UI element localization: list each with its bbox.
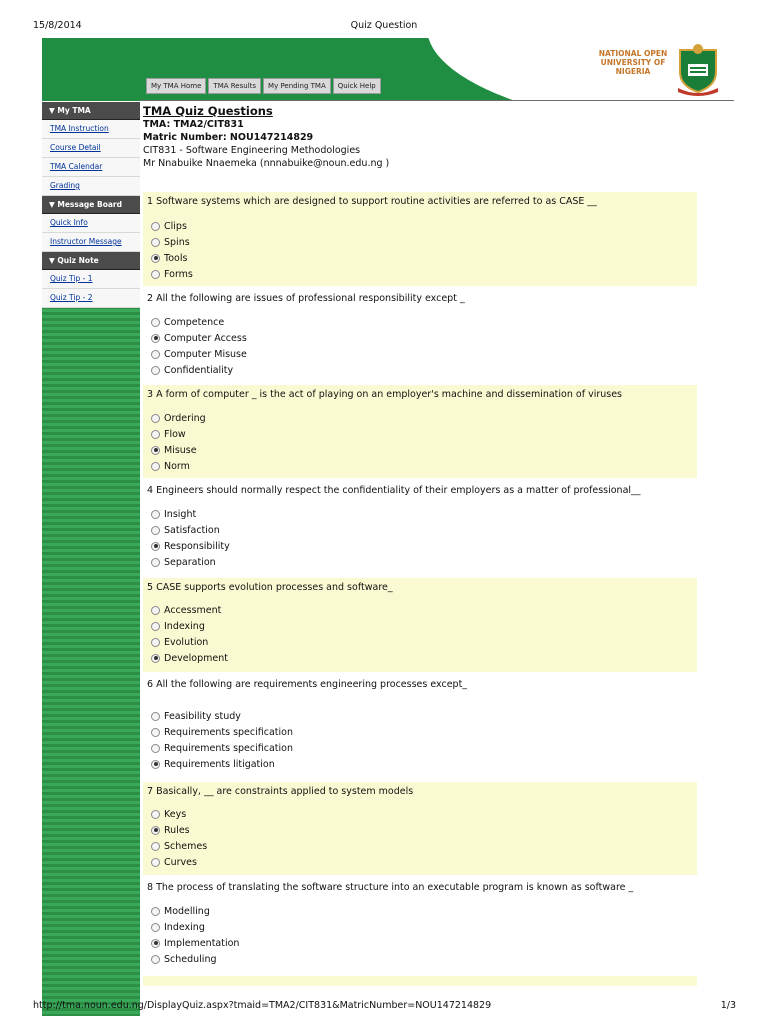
answer-option[interactable] [151, 756, 275, 772]
answer-option[interactable] [151, 634, 208, 650]
radio-unchecked-icon[interactable] [151, 366, 160, 375]
main-content [140, 104, 734, 170]
answer-option[interactable] [151, 708, 241, 724]
answer-option-label: Ordering [164, 412, 206, 424]
answer-option-label: Requirements specification [164, 726, 293, 738]
answer-option-label: Norm [164, 460, 190, 472]
radio-checked-icon[interactable] [151, 760, 160, 769]
answer-option-label: Indexing [164, 620, 205, 632]
radio-checked-icon[interactable] [151, 446, 160, 455]
radio-unchecked-icon[interactable] [151, 907, 160, 916]
answer-option-label: Misuse [164, 444, 197, 456]
answer-option-label: Forms [164, 268, 193, 280]
answer-option[interactable] [151, 602, 221, 618]
radio-checked-icon[interactable] [151, 334, 160, 343]
answer-option-label: Requirements specification [164, 742, 293, 754]
answer-option[interactable] [151, 618, 205, 634]
question-text: 5 CASE supports evolution processes and software_ [147, 582, 393, 593]
question-text: 4 Engineers should normally respect the confidentiality of their employers as a matter of professional__ [147, 485, 641, 496]
print-url: http://tma.noun.edu.ng/DisplayQuiz.aspx?tmaid=TMA2/CIT831&MatricNumber=NOU147214829 [33, 1000, 492, 1011]
sidebar-link-quick-info[interactable]: Quick Info [42, 214, 140, 233]
radio-unchecked-icon[interactable] [151, 238, 160, 247]
question-text: 8 The process of translating the software structure into an executable program is known as software _ [147, 882, 634, 893]
answer-option-label: Development [164, 652, 228, 664]
radio-unchecked-icon[interactable] [151, 955, 160, 964]
sidebar-section-my-tma[interactable]: ▼ My TMA [42, 102, 140, 120]
radio-checked-icon[interactable] [151, 542, 160, 551]
instructor-name: Mr Nnabuike Nnaemeka (nnnabuike@noun.edu.ng ) [143, 158, 390, 169]
quiz-info [140, 104, 734, 170]
top-nav [146, 78, 381, 94]
question-block [143, 578, 697, 672]
radio-unchecked-icon[interactable] [151, 842, 160, 851]
sidebar-link-tma-calendar[interactable]: TMA Calendar [42, 158, 140, 177]
nav-quick-help[interactable]: Quick Help [333, 78, 381, 94]
radio-unchecked-icon[interactable] [151, 222, 160, 231]
sidebar-section-quiz-note[interactable]: ▼ Quiz Note [42, 252, 140, 270]
nav-tma-results[interactable]: TMA Results [208, 78, 261, 94]
question-text: 2 All the following are issues of professional responsibility except _ [147, 293, 465, 304]
answer-option[interactable] [151, 410, 206, 426]
print-page-number: 1/3 [720, 1000, 736, 1011]
answer-option-label: Schemes [164, 840, 208, 852]
matric-number: Matric Number: NOU147214829 [143, 132, 314, 143]
university-name: NATIONAL OPEN UNIVERSITY OF NIGERIA [598, 49, 668, 76]
nav-my-tma-home[interactable]: My TMA Home [146, 78, 206, 94]
sidebar-section-message-board[interactable]: ▼ Message Board [42, 196, 140, 214]
answer-option[interactable] [151, 919, 205, 935]
answer-option[interactable] [151, 522, 220, 538]
answer-option[interactable] [151, 838, 207, 854]
answer-option[interactable] [151, 806, 186, 822]
answer-option[interactable] [151, 250, 187, 266]
page-title: TMA Quiz Questions [143, 104, 273, 118]
answer-option-label: Feasibility study [164, 710, 241, 722]
answer-option[interactable] [151, 935, 239, 951]
radio-unchecked-icon[interactable] [151, 810, 160, 819]
answer-option-label: Spins [164, 236, 190, 248]
answer-option[interactable] [151, 442, 197, 458]
radio-unchecked-icon[interactable] [151, 923, 160, 932]
answer-option[interactable] [151, 951, 217, 967]
radio-checked-icon[interactable] [151, 654, 160, 663]
question-block-partial [143, 976, 697, 986]
question-text: 1 Software systems which are designed to support routine activities are referred to as CASE __ [147, 196, 597, 207]
nav-my-pending-tma[interactable]: My Pending TMA [263, 78, 331, 94]
answer-option-label: Rules [164, 824, 190, 836]
answer-option[interactable] [151, 903, 210, 919]
answer-option[interactable] [151, 330, 247, 346]
answer-option[interactable] [151, 822, 190, 838]
print-header [0, 0, 768, 34]
radio-unchecked-icon[interactable] [151, 744, 160, 753]
question-block [143, 192, 697, 286]
answer-option-label: Evolution [164, 636, 209, 648]
sidebar-link-course-detail[interactable]: Course Detail [42, 139, 140, 158]
radio-unchecked-icon[interactable] [151, 606, 160, 615]
sidebar-link-tma-instruction[interactable]: TMA Instruction [42, 120, 140, 139]
question-block [143, 675, 697, 779]
university-crest-icon [674, 42, 722, 96]
answer-option-label: Computer Misuse [164, 348, 247, 360]
answer-option-label: Implementation [164, 937, 240, 949]
question-block [143, 481, 697, 575]
radio-unchecked-icon[interactable] [151, 638, 160, 647]
radio-checked-icon[interactable] [151, 826, 160, 835]
answer-option-label: Tools [164, 252, 188, 264]
sidebar [42, 102, 140, 1016]
radio-unchecked-icon[interactable] [151, 526, 160, 535]
radio-unchecked-icon[interactable] [151, 270, 160, 279]
tma-code: TMA: TMA2/CIT831 [143, 119, 244, 130]
sidebar-link-grading[interactable]: Grading [42, 177, 140, 196]
answer-option[interactable] [151, 724, 293, 740]
answer-option[interactable] [151, 458, 190, 474]
question-block [143, 878, 697, 973]
answer-option-label: Indexing [164, 921, 205, 933]
answer-option[interactable] [151, 554, 216, 570]
question-text: 7 Basically, __ are constraints applied to system models [147, 786, 414, 797]
answer-option[interactable] [151, 266, 193, 282]
radio-unchecked-icon[interactable] [151, 858, 160, 867]
answer-option-label: Insight [164, 508, 197, 520]
answer-option[interactable] [151, 506, 196, 522]
answer-option[interactable] [151, 234, 190, 250]
radio-unchecked-icon[interactable] [151, 622, 160, 631]
answer-option[interactable] [151, 362, 233, 378]
answer-option-label: Modelling [164, 905, 210, 917]
print-date: 15/8/2014 [33, 20, 82, 31]
radio-unchecked-icon[interactable] [151, 350, 160, 359]
sidebar-link-quiz-tip-1[interactable]: Quiz Tip - 1 [42, 270, 140, 289]
radio-unchecked-icon[interactable] [151, 510, 160, 519]
radio-unchecked-icon[interactable] [151, 558, 160, 567]
answer-option-label: Scheduling [164, 953, 217, 965]
answer-option-label: Flow [164, 428, 186, 440]
answer-option-label: Separation [164, 556, 216, 568]
answer-option-label: Competence [164, 316, 225, 328]
question-block [143, 782, 697, 875]
answer-option-label: Clips [164, 220, 187, 232]
answer-option-label: Accessment [164, 604, 222, 616]
radio-checked-icon[interactable] [151, 254, 160, 263]
answer-option-label: Confidentiality [164, 364, 234, 376]
answer-option[interactable] [151, 218, 187, 234]
radio-unchecked-icon[interactable] [151, 728, 160, 737]
radio-unchecked-icon[interactable] [151, 414, 160, 423]
answer-option[interactable] [151, 854, 197, 870]
answer-option-label: Curves [164, 856, 197, 868]
answer-option-label: Satisfaction [164, 524, 220, 536]
sidebar-link-quiz-tip-2[interactable]: Quiz Tip - 2 [42, 289, 140, 308]
answer-option[interactable] [151, 538, 230, 554]
answer-option-label: Computer Access [164, 332, 247, 344]
radio-checked-icon[interactable] [151, 939, 160, 948]
radio-unchecked-icon[interactable] [151, 462, 160, 471]
answer-option-label: Responsibility [164, 540, 230, 552]
sidebar-link-instructor-message[interactable]: Instructor Message [42, 233, 140, 252]
question-text: 3 A form of computer _ is the act of playing on an employer's machine and dissemination of viruses [147, 389, 623, 400]
radio-unchecked-icon[interactable] [151, 430, 160, 439]
answer-option[interactable] [151, 346, 247, 362]
question-text: 6 All the following are requirements engineering processes except_ [147, 679, 468, 690]
print-footer [0, 994, 768, 1024]
print-title: Quiz Question [350, 20, 418, 31]
question-block [143, 289, 697, 382]
radio-unchecked-icon[interactable] [151, 318, 160, 327]
answer-option-label: Keys [164, 808, 187, 820]
answer-option[interactable] [151, 314, 224, 330]
question-block [143, 385, 697, 478]
answer-option[interactable] [151, 426, 186, 442]
answer-option[interactable] [151, 650, 228, 666]
answer-option[interactable] [151, 740, 293, 756]
radio-unchecked-icon[interactable] [151, 712, 160, 721]
site-banner [42, 38, 734, 101]
answer-option-label: Requirements litigation [164, 758, 275, 770]
course-name: CIT831 - Software Engineering Methodologies [143, 145, 361, 156]
